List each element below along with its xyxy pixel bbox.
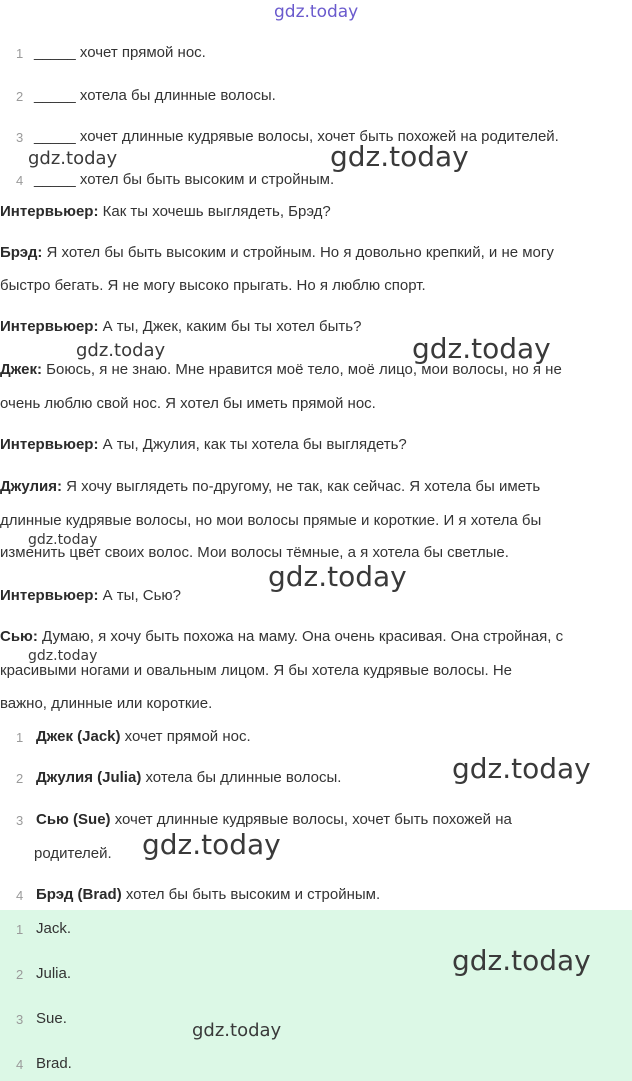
- filled-item-name: Брэд (Brad): [36, 886, 122, 903]
- speaker-label: Сью:: [0, 628, 38, 645]
- answer-text: Julia.: [36, 965, 72, 982]
- filled-item-number: 3: [16, 813, 24, 828]
- dialogue-line: [0, 512, 541, 529]
- dialogue-text: А ты, Джулия, как ты хотела бы выглядеть?: [98, 436, 407, 453]
- dialogue-line: [0, 628, 563, 645]
- watermark: gdz.today: [412, 332, 551, 365]
- dialogue-line: [0, 695, 212, 712]
- filled-item-name: Джек (Jack): [36, 728, 121, 745]
- filled-item: [36, 769, 341, 786]
- dialogue-text: красивыми ногами и овальным лицом. Я бы хотела кудрявые волосы. Не: [0, 662, 512, 679]
- dialogue-text: Думаю, я хочу быть похожа на маму. Она очень красивая. Она стройная, с: [37, 628, 564, 645]
- watermark: gdz.today: [28, 532, 98, 548]
- dialogue-line: [0, 478, 540, 495]
- filled-item-number: 4: [16, 888, 24, 903]
- dialogue-text: А ты, Сью?: [98, 587, 182, 604]
- speaker-label: Интервьюер:: [0, 587, 99, 604]
- dialogue-line: [0, 244, 554, 261]
- filled-item: [36, 728, 251, 745]
- watermark-top: gdz.today: [274, 2, 359, 22]
- speaker-label: Джулия:: [0, 478, 62, 495]
- speaker-label: Интервьюер:: [0, 203, 99, 220]
- dialogue-line: [0, 203, 331, 220]
- dialogue-text: очень люблю свой нос. Я хотел бы иметь прямой нос.: [0, 395, 376, 412]
- task-item-number: 4: [16, 173, 24, 188]
- answer-number: 3: [16, 1012, 24, 1027]
- watermark: gdz.today: [192, 1020, 282, 1041]
- dialogue-line: [0, 277, 426, 294]
- dialogue-text: Как ты хочешь выглядеть, Брэд?: [98, 203, 331, 220]
- task-item-number: 2: [16, 89, 24, 104]
- answer-text: Brad.: [36, 1055, 72, 1072]
- filled-item-text: хотел бы быть высоким и стройным.: [121, 886, 381, 903]
- dialogue-text: длинные кудрявые волосы, но мои волосы прямые и короткие. И я хотела бы: [0, 512, 542, 529]
- filled-item-text: хочет прямой нос.: [120, 728, 251, 745]
- watermark: gdz.today: [268, 560, 407, 593]
- dialogue-text: быстро бегать. Я не могу высоко прыгать. Но я люблю спорт.: [0, 277, 426, 294]
- dialogue-text: изменить цвет своих волос. Мои волосы тёмные, а я хотела бы светлые.: [0, 544, 509, 561]
- filled-item-number: 2: [16, 771, 24, 786]
- speaker-label: Интервьюер:: [0, 318, 99, 335]
- filled-item-text: хочет длинные кудрявые волосы, хочет быть похожей на: [110, 811, 512, 828]
- filled-item-number: 1: [16, 730, 24, 745]
- watermark: gdz.today: [28, 148, 118, 169]
- speaker-label: Интервьюер:: [0, 436, 99, 453]
- dialogue-text: важно, длинные или короткие.: [0, 695, 213, 712]
- task-item-text: _____ хочет длинные кудрявые волосы, хочет быть похожей на родителей.: [34, 128, 559, 145]
- speaker-label: Брэд:: [0, 244, 43, 261]
- watermark: gdz.today: [142, 828, 281, 861]
- dialogue-line: [0, 587, 181, 604]
- watermark: gdz.today: [330, 140, 469, 173]
- answer-number: 2: [16, 967, 24, 982]
- filled-item: [36, 811, 512, 828]
- task-item-number: 3: [16, 130, 24, 145]
- answer-number: 1: [16, 922, 24, 937]
- filled-item-name: Сью (Sue): [36, 811, 111, 828]
- dialogue-text: Я хотел бы быть высоким и стройным. Но я довольно крепкий, и не могу: [42, 244, 554, 261]
- watermark: gdz.today: [452, 944, 591, 977]
- task-item-text: _____ хочет прямой нос.: [34, 44, 206, 61]
- dialogue-text: А ты, Джек, каким бы ты хотел быть?: [98, 318, 362, 335]
- watermark: gdz.today: [28, 648, 98, 664]
- dialogue-line: [0, 436, 407, 453]
- dialogue-line: [0, 662, 512, 679]
- task-item-number: 1: [16, 46, 24, 61]
- answers-panel: [0, 910, 632, 1081]
- speaker-label: Джек:: [0, 361, 42, 378]
- task-item-text: _____ хотел бы быть высоким и стройным.: [34, 171, 335, 188]
- filled-item-text: хотела бы длинные волосы.: [141, 769, 342, 786]
- filled-item: [36, 886, 380, 903]
- filled-item-continuation: родителей.: [34, 845, 112, 862]
- watermark: gdz.today: [452, 752, 591, 785]
- watermark: gdz.today: [76, 340, 166, 361]
- dialogue-line: [0, 318, 361, 335]
- dialogue-line: [0, 395, 376, 412]
- answer-text: Sue.: [36, 1010, 67, 1027]
- filled-item-name: Джулия (Julia): [36, 769, 142, 786]
- answer-number: 4: [16, 1057, 24, 1072]
- dialogue-text: Боюсь, я не знаю. Мне нравится моё тело, моё лицо, мои волосы, но я не: [41, 361, 562, 378]
- answer-text: Jack.: [36, 920, 72, 937]
- task-item-text: _____ хотела бы длинные волосы.: [34, 87, 276, 104]
- dialogue-text: Я хочу выглядеть по-другому, не так, как сейчас. Я хотела бы иметь: [61, 478, 541, 495]
